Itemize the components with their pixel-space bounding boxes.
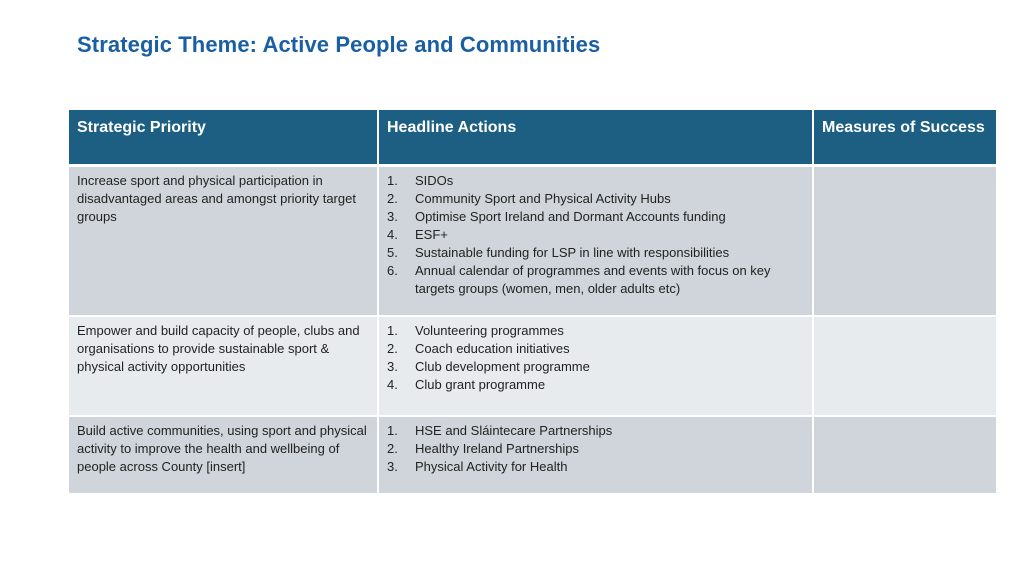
list-item: 1. HSE and Sláintecare Partnerships: [387, 422, 804, 440]
list-item: 4. ESF+: [387, 226, 804, 244]
actions-list: [387, 322, 804, 394]
action-text: HSE and Sláintecare Partnerships: [415, 423, 613, 438]
action-text: Optimise Sport Ireland and Dormant Accounts funding: [415, 209, 726, 224]
priority-cell: Build active communities, using sport and physical activity to improve the health and wellbeing of people across County [insert]: [69, 416, 378, 494]
list-item: 1. SIDOs: [387, 172, 804, 190]
header-measures-of-success: Measures of Success: [813, 110, 996, 166]
actions-list: [387, 172, 804, 298]
strategy-table: [69, 110, 996, 495]
action-text: Volunteering programmes: [415, 323, 564, 338]
list-item: 4. Club grant programme: [387, 376, 804, 394]
list-item: 2. Healthy Ireland Partnerships: [387, 440, 804, 458]
actions-cell: [378, 416, 813, 494]
list-item: 2. Coach education initiatives: [387, 340, 804, 358]
action-text: Club development programme: [415, 359, 590, 374]
action-text: Community Sport and Physical Activity Hubs: [415, 191, 671, 206]
actions-cell: [378, 316, 813, 416]
actions-cell: [378, 166, 813, 317]
list-item: 2. Community Sport and Physical Activity Hubs: [387, 190, 804, 208]
header-strategic-priority: Strategic Priority: [69, 110, 378, 166]
action-text: Sustainable funding for LSP in line with responsibilities: [415, 245, 730, 260]
measures-cell: [813, 316, 996, 416]
list-item: 6. Annual calendar of programmes and events with focus on key targets groups (women, men, older adults etc): [387, 262, 804, 298]
table-row: [69, 166, 996, 317]
table-header-row: [69, 110, 996, 166]
header-headline-actions: Headline Actions: [378, 110, 813, 166]
action-text: Annual calendar of programmes and events with focus on key targets groups (women, men, older adults etc): [415, 263, 771, 296]
action-text: Healthy Ireland Partnerships: [415, 441, 580, 456]
list-item: 3. Club development programme: [387, 358, 804, 376]
list-item: 1. Volunteering programmes: [387, 322, 804, 340]
table-row: [69, 416, 996, 494]
action-text: ESF+: [415, 227, 448, 242]
actions-list: [387, 422, 804, 476]
action-text: Coach education initiatives: [415, 341, 570, 356]
action-text: SIDOs: [415, 173, 454, 188]
priority-cell: Increase sport and physical participation in disadvantaged areas and amongst priority target groups: [69, 166, 378, 317]
list-item: 5. Sustainable funding for LSP in line with responsibilities: [387, 244, 804, 262]
list-item: 3. Optimise Sport Ireland and Dormant Accounts funding: [387, 208, 804, 226]
list-item: 3. Physical Activity for Health: [387, 458, 804, 476]
action-text: Club grant programme: [415, 377, 546, 392]
page-title: Strategic Theme: Active People and Communities: [77, 32, 601, 57]
measures-cell: [813, 416, 996, 494]
measures-cell: [813, 166, 996, 317]
table-row: [69, 316, 996, 416]
action-text: Physical Activity for Health: [415, 459, 568, 474]
priority-cell: Empower and build capacity of people, clubs and organisations to provide sustainable sport & physical activity opportunities: [69, 316, 378, 416]
